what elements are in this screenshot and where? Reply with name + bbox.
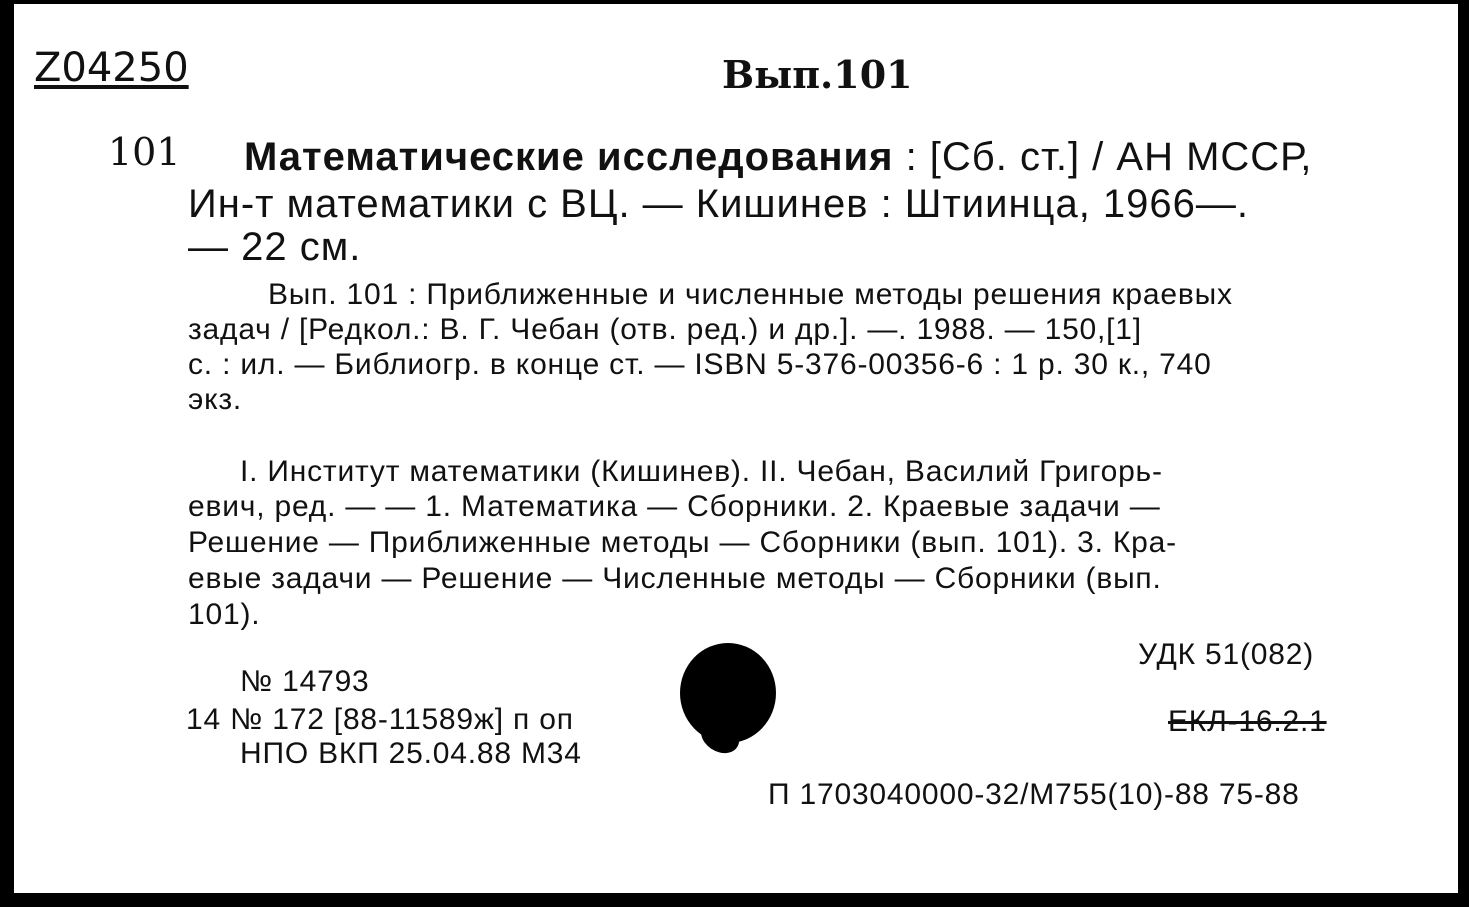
subject-line-5: 101). [188,598,261,631]
issue-line-4: экз. [188,383,243,416]
publication-line: Ин-т математики с ВЦ. — Кишинев : Штиинца, 1966—. [188,182,1250,226]
order-line: 14 № 172 [88-11589ж] п оп [186,703,574,736]
record-number: № 14793 [240,665,370,698]
npo-line: НПО ВКП 25.04.88 М34 [240,737,582,770]
subject-line-3: Решение — Приближенные методы — Сборники (вып. 101). 3. Кра- [188,526,1177,559]
scan-edge-top [0,0,1469,4]
ekl-code: ЕКЛ-16.2.1 [1168,705,1327,738]
udk-code: УДК 51(082) [1138,638,1315,671]
shelf-mark: 101 [108,130,181,174]
subject-line-4: евые задачи — Решение — Численные методы — Сборники (вып. [188,562,1162,595]
main-title: Математические исследования [244,135,894,179]
subject-line-2: евич, ред. — — 1. Математика — Сборники. 2. Краевые задачи — [188,490,1161,523]
handwritten-inventory-number: Z04250 [34,45,189,91]
scan-edge-bottom [0,893,1469,907]
subject-line-1: I. Институт математики (Кишинев). II. Чебан, Василий Григорь- [240,455,1163,488]
issue-line-2: задач / [Редкол.: В. Г. Чебан (отв. ред.) и др.]. —. 1988. — 150,[1] [188,313,1142,346]
scan-edge-left [0,0,14,907]
issue-line-3: с. : ил. — Библиогр. в конце ст. — ISBN 5-376-00356-6 : 1 р. 30 к., 740 [188,348,1212,381]
header-issue-label: Вып.101 [722,52,913,97]
dimensions-line: — 22 см. [188,225,362,269]
index-line: П 1703040000-32/М755(10)-88 75-88 [768,778,1300,811]
issue-line-1: Вып. 101 : Приближенные и численные методы решения краевых [268,278,1233,311]
main-title-rest: : [Сб. ст.] / АН МССР, [905,135,1313,179]
scan-edge-right [1458,0,1469,907]
